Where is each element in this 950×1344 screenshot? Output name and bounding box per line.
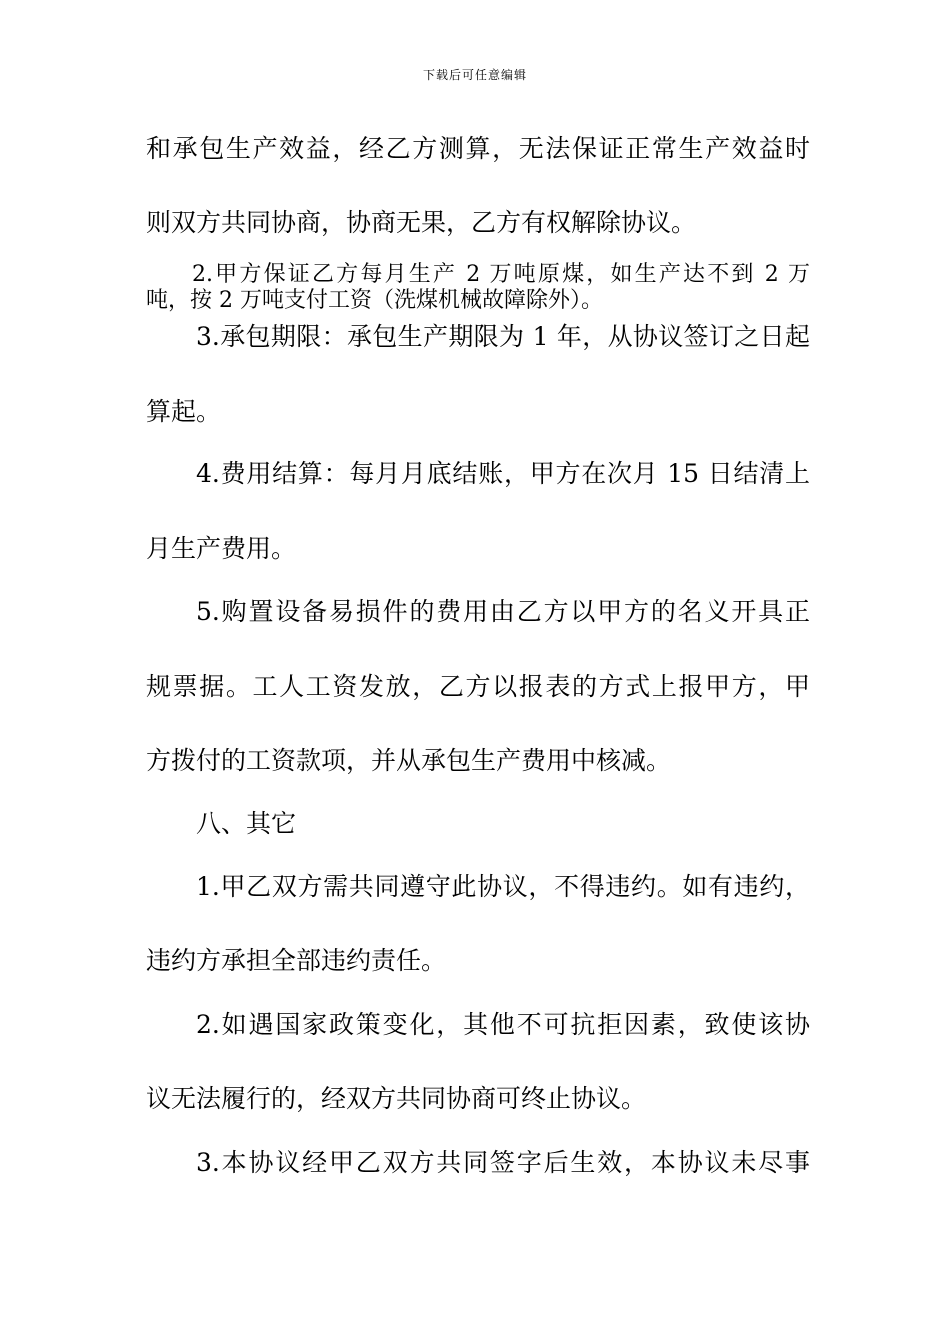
text-line: 3.承包期限：承包生产期限为 1 年，从协议签订之日起	[196, 322, 810, 351]
text-line: 则双方共同协商，协商无果，乙方有权解除协议。	[146, 208, 697, 237]
text-line: 吨，按 2 万吨支付工资（洗煤机械故障除外）。	[146, 288, 603, 313]
text-line: 2.甲方保证乙方每月生产 2 万吨原煤，如生产达不到 2 万	[192, 262, 810, 287]
text-line: 月生产费用。	[146, 534, 297, 563]
text-line: 4.费用结算：每月月底结账，甲方在次月 15 日结清上	[196, 459, 810, 488]
text-line: 2.如遇国家政策变化，其他不可抗拒因素，致使该协	[196, 1010, 810, 1039]
section-heading: 八、其它	[196, 809, 297, 838]
text-line: 5.购置设备易损件的费用由乙方以甲方的名义开具正	[196, 597, 810, 626]
text-line: 和承包生产效益，经乙方测算，无法保证正常生产效益时	[146, 134, 810, 163]
page-header: 下载后可任意编辑	[422, 68, 527, 82]
text-line: 议无法履行的，经双方共同协商可终止协议。	[146, 1084, 647, 1113]
text-line: 算起。	[146, 397, 222, 426]
text-line: 方拨付的工资款项，并从承包生产费用中核减。	[146, 746, 672, 775]
text-line: 违约方承担全部违约责任。	[146, 946, 447, 975]
text-line: 3.本协议经甲乙双方共同签字后生效，本协议未尽事	[196, 1148, 810, 1177]
text-line: 规票据。工人工资发放，乙方以报表的方式上报甲方，甲	[146, 672, 810, 701]
text-line: 1.甲乙双方需共同遵守此协议，不得违约。如有违约，	[196, 872, 810, 901]
